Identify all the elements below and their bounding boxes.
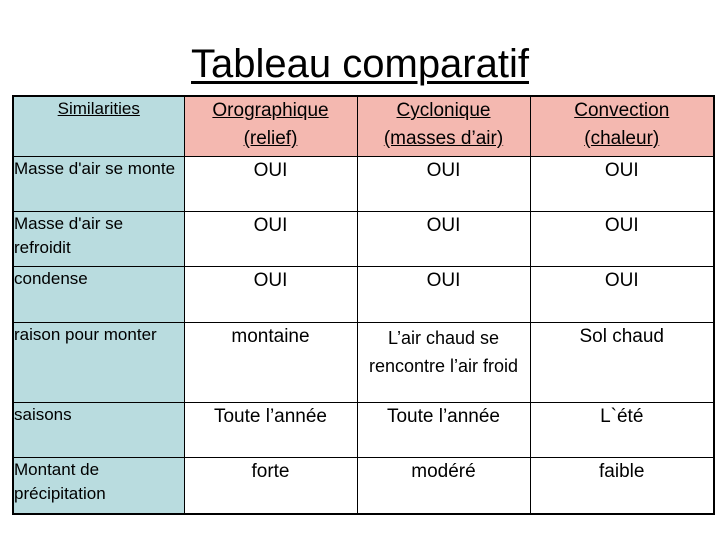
header-similarities bbox=[13, 96, 184, 156]
header-cyclonique-line2: (masses d’air) bbox=[383, 128, 504, 149]
table-row bbox=[13, 322, 714, 402]
table-cell: OUI bbox=[357, 156, 530, 211]
table-cell: OUI bbox=[530, 266, 714, 322]
row-label: condense bbox=[13, 266, 184, 322]
row-label: Masse d'air se monte bbox=[13, 156, 184, 211]
header-convection bbox=[530, 96, 714, 156]
row-label: Masse d'air se refroidit bbox=[13, 211, 184, 266]
table-cell: OUI bbox=[184, 156, 357, 211]
table-cell: faible bbox=[530, 457, 714, 514]
row-label: saisons bbox=[13, 402, 184, 457]
table-cell: forte bbox=[184, 457, 357, 514]
table-cell: OUI bbox=[357, 211, 530, 266]
page-title: Tableau comparatif bbox=[191, 42, 529, 86]
row-label: raison pour monter bbox=[13, 322, 184, 402]
header-orographique bbox=[184, 96, 357, 156]
table-cell: OUI bbox=[184, 211, 357, 266]
table-cell: montaine bbox=[184, 322, 357, 402]
table-cell: OUI bbox=[357, 266, 530, 322]
row-label: Montant de précipitation bbox=[13, 457, 184, 514]
header-convection-line1: Convection bbox=[574, 100, 670, 121]
table-cell: OUI bbox=[184, 266, 357, 322]
header-convection-line2: (chaleur) bbox=[584, 128, 660, 149]
table-cell: Sol chaud bbox=[530, 322, 714, 402]
table-row bbox=[13, 266, 714, 322]
table-row bbox=[13, 457, 714, 514]
table-cell: L`été bbox=[530, 402, 714, 457]
table-cell: Toute l’année bbox=[357, 402, 530, 457]
header-orographique-line2: (relief) bbox=[243, 128, 298, 149]
table-row bbox=[13, 156, 714, 211]
comparison-table bbox=[12, 95, 715, 515]
table-cell: L’air chaud se rencontre l’air froid bbox=[357, 322, 530, 402]
header-orographique-line1: Orographique bbox=[212, 100, 329, 121]
table-header-row bbox=[13, 96, 714, 156]
table-row bbox=[13, 402, 714, 457]
header-cyclonique-line1: Cyclonique bbox=[396, 100, 491, 121]
header-similarities-label: Similarities bbox=[57, 99, 140, 118]
table-row bbox=[13, 211, 714, 266]
table-cell: OUI bbox=[530, 156, 714, 211]
table-cell: modéré bbox=[357, 457, 530, 514]
header-cyclonique bbox=[357, 96, 530, 156]
table-cell: OUI bbox=[530, 211, 714, 266]
table-cell: Toute l’année bbox=[184, 402, 357, 457]
